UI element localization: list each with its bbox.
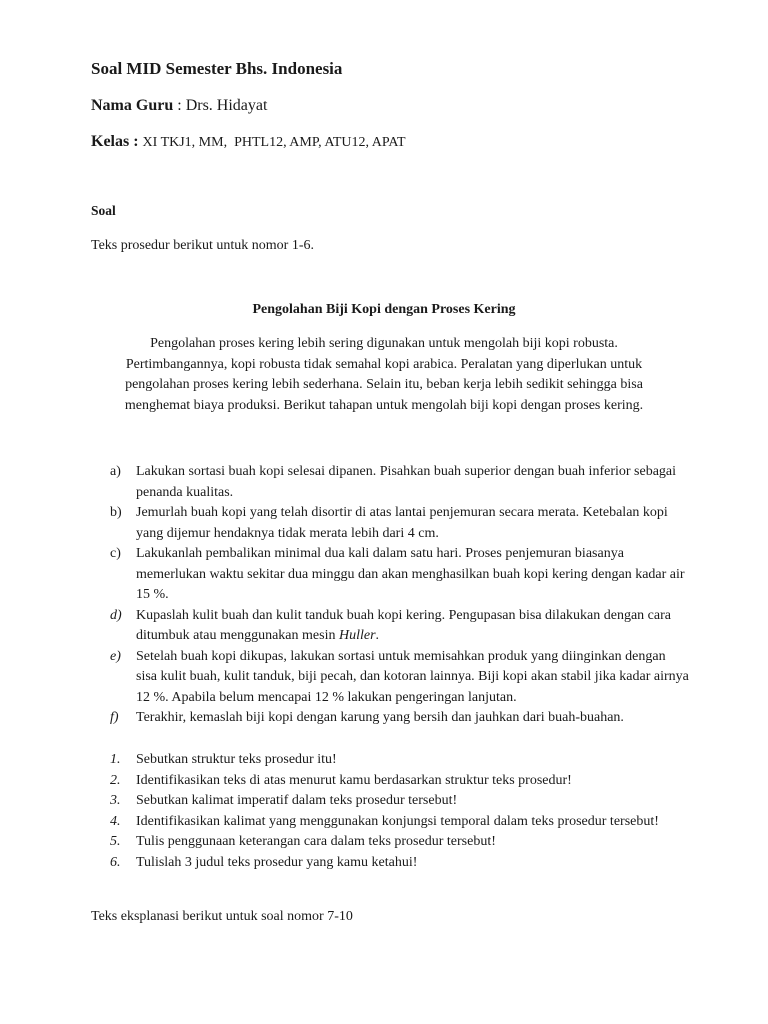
step-text: Kupaslah kulit buah dan kulit tanduk buah kopi kering. Pengupasan bisa dilakukan dengan cara ditumbuk atau menggunakan mesin bbox=[136, 607, 671, 643]
step-marker: a) bbox=[110, 464, 121, 479]
procedure-steps bbox=[110, 462, 690, 729]
paragraph-line: Pengolahan proses kering lebih sering digunakan untuk mengolah biji kopi robusta. bbox=[150, 336, 618, 351]
paragraph-line: Pertimbangannya, kopi robusta tidak semahal kopi arabica. Peralatan yang diperlukan untuk bbox=[125, 356, 643, 372]
step-text: Jemurlah buah kopi yang telah disortir di atas lantai penjemuran secara merata. Ketebalan kopi yang dijemur hendaknya tidak merata lebih dari 4 cm. bbox=[136, 505, 668, 541]
list-item bbox=[110, 750, 690, 771]
question-text: Sebutkan struktur teks prosedur itu! bbox=[136, 752, 337, 767]
teacher-line bbox=[91, 97, 267, 115]
text-title: Pengolahan Biji Kopi dengan Proses Kering bbox=[252, 302, 516, 317]
teacher-name: Drs. Hidayat bbox=[185, 97, 268, 114]
question-list bbox=[110, 750, 690, 873]
step-marker: d) bbox=[110, 607, 122, 623]
question-text: Identifikasikan kalimat yang menggunakan konjungsi temporal dalam teks prosedur tersebut! bbox=[136, 813, 659, 829]
paragraph-line: pengolahan proses kering lebih sederhana. Selain itu, beban kerja lebih sedikit sehingga bisa bbox=[125, 377, 643, 392]
class-value: XI TKJ1, MM, PHTL12, AMP, ATU12, APAT bbox=[142, 135, 406, 150]
list-item bbox=[110, 462, 690, 503]
question-text: Sebutkan kalimat imperatif dalam teks prosedur tersebut! bbox=[136, 793, 458, 808]
question-number: 3. bbox=[110, 793, 121, 808]
list-item bbox=[110, 544, 690, 606]
list-item bbox=[110, 606, 690, 647]
step-text-end: . bbox=[375, 628, 380, 643]
class-line bbox=[91, 133, 406, 151]
question-text: Tulis penggunaan keterangan cara dalam teks prosedur tersebut! bbox=[136, 834, 496, 849]
question-number: 2. bbox=[110, 772, 121, 788]
question-number: 1. bbox=[110, 752, 121, 767]
list-item bbox=[110, 708, 690, 729]
step-text: Setelah buah kopi dikupas, lakukan sortasi untuk memisahkan produk yang diinginkan dengan sisa kulit buah, kulit tanduk, biji pecah, dan kotoran lainnya. Biji kopi akan stabil jika kadar airnya 12 %. Apabila belum mencapai 12 % lakukan pengeringan lanjutan. bbox=[136, 648, 689, 705]
step-marker: e) bbox=[110, 648, 121, 664]
list-item bbox=[110, 812, 690, 833]
step-marker: c) bbox=[110, 546, 121, 561]
footer-intro: Teks eksplanasi berikut untuk soal nomor 7-10 bbox=[91, 909, 353, 924]
question-number: 4. bbox=[110, 813, 121, 829]
question-number: 6. bbox=[110, 854, 121, 870]
question-text: Identifikasikan teks di atas menurut kamu berdasarkan struktur teks prosedur! bbox=[136, 772, 572, 788]
paragraph-line: menghemat biaya produksi. Berikut tahapan untuk mengolah biji kopi dengan proses kering. bbox=[124, 397, 644, 413]
step-text: Terakhir, kemaslah biji kopi dengan karung yang bersih dan jauhkan dari buah-buahan. bbox=[136, 710, 624, 725]
class-label: Kelas bbox=[91, 133, 130, 150]
list-item bbox=[110, 832, 690, 853]
step-text: Lakukanlah pembalikan minimal dua kali dalam satu hari. Proses penjemuran biasanya memerlukan waktu sekitar dua minggu dan akan menghasilkan buah kopi kering dengan kadar air 15 %. bbox=[136, 546, 685, 602]
exam-title: Soal MID Semester Bhs. Indonesia bbox=[91, 59, 343, 78]
list-item bbox=[110, 503, 690, 544]
section-label: Soal bbox=[91, 203, 116, 218]
text-paragraph bbox=[100, 334, 668, 416]
step-marker: b) bbox=[110, 505, 122, 520]
step-text: Lakukan sortasi buah kopi selesai dipanen. Pisahkan buah superior dengan buah inferior sebagai penanda kualitas. bbox=[136, 464, 677, 500]
step-italic-term: Huller bbox=[338, 628, 376, 643]
list-item bbox=[110, 791, 690, 812]
teacher-label: Nama Guru bbox=[91, 97, 174, 114]
question-number: 5. bbox=[110, 834, 121, 849]
section-intro: Teks prosedur berikut untuk nomor 1-6. bbox=[91, 238, 314, 253]
list-item bbox=[110, 647, 690, 709]
teacher-separator: : bbox=[173, 97, 186, 114]
question-text: Tulislah 3 judul teks prosedur yang kamu ketahui! bbox=[136, 854, 418, 870]
list-item bbox=[110, 771, 690, 792]
list-item bbox=[110, 853, 690, 874]
class-separator: : bbox=[129, 133, 143, 150]
step-marker: f) bbox=[110, 710, 119, 725]
